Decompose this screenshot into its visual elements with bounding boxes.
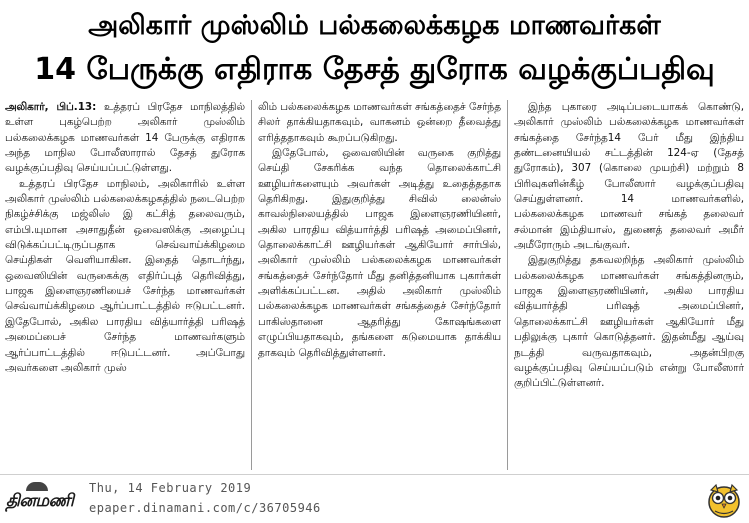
logo-crest-icon (26, 482, 48, 491)
column-divider (251, 100, 252, 470)
epaper-link[interactable]: epaper.dinamani.com/c/36705946 (89, 501, 321, 515)
paragraph: இதேபோல், ஒவைஸியின் வருகை குறித்து செய்தி சேகரிக்க வந்த தொலைக்காட்சி ஊழியர்களையும் அவர்கள் அடித்து உதைத்ததாக தெரிகிறது. இதுகுறித்து சிவில் லைன்ஸ் காவல்நிலையத்தில் பாஜக இளைஞரணியினர், அகில பாரதிய வித்யார்த்தி பரிஷத் அமைப்பினர், தொலைக்காட்சி ஊழியர்கள் ஆகியோர் சார்பில், அலிகார் முஸ்லிம் பல்கலைக்கழக மாணவர்கள் சங்கத்தைச் சேர்ந்தோர் மீது தனித்தனியாக புகார்கள் அளிக்கப்பட்டன. அதில் அலிகார் முஸ்லிம் பல்கலைக்கழக மாணவர்கள் சங்கத்தைச் சேர்ந்தோர் பாகிஸ்தானை ஆதரித்து கோஷங்களை எழுப்பியதாகவும், தங்களை கடுமையாக தாக்கிய தாகவும் தெரிவித்துள்ளனர். (258, 147, 501, 359)
headline-line-2: 14 பேருக்கு எதிராக தேசத் துரோக வழக்குப்பதிவு (34, 52, 715, 87)
headline-line-1: அலிகார் முஸ்லிம் பல்கலைக்கழக மாணவர்கள் (88, 10, 661, 41)
logo-text: தினமணி (6, 491, 74, 511)
paragraph: இதுகுறித்து தகவலறிந்த அலிகார் முஸ்லிம் பல்கலைக்கழக மாணவர்கள் சங்கத்தினரும், பாஜக இளைஞரணியினர், அகில பாரதிய வித்யார்த்தி பரிஷத் அமைப்பினர், தொலைக்காட்சி ஊழியர்கள் ஆகியோர் மீது பதிலுக்கு புகார் கொடுத்தனர். இதன்மீது ஆய்வு நடத்தி வருவதாகவும், அதன்பிறகு வழக்குப்பதிவு செய்யப்படும் என்று போலீஸார் குறிப்பிட்டுள்ளனர். (514, 254, 744, 390)
paragraph: இந்த புகாரை அடிப்படையாகக் கொண்டு, அலிகார் முஸ்லிம் பல்கலைக்கழக மாணவர்கள் சங்கத்தை சேர்ந்த14 பேர் மீது இந்திய தண்டனையியல் சட்டத்தின் 124-ஏ (தேசத் துரோகம்), 307 (கொலை முயற்சி) மற்றும் 8 பிரிவுகளின்கீழ் போலீஸார் வழக்குப்பதிவு செய்துள்ளனர். 14 மாணவர்களில், பல்கலைக்கழக மாணவர் சங்கத் தலைவர் சல்மான் இம்தியாஸ், துணைத் தலைவர் அமீர் அமீரோரும் அடங்குவர். (514, 101, 744, 252)
article-column-1 (5, 100, 245, 470)
paragraph: லிம் பல்கலைக்கழக மாணவர்கள் சங்கத்தைச் சேர்ந்த சிலர் தாக்கியதாகவும், வாகனம் ஒன்றை தீவைத்து எரித்ததாகவும் கூறப்படுகிறது. (258, 101, 501, 144)
dateline: அலிகார், பிப்.13: (5, 101, 97, 113)
paragraph: உத்தரப் பிரதேச மாநிலம், அலிகாரில் உள்ள அலிகார் முஸ்லிம் பல்கலைக்கழகத்தில் நடைபெற்ற நிகழ்ச்சிக்கு மஜ்லிஸ் இ கட்சித் தலைவரும், எம்பி.யுமான அசாதுதீன் ஒவைஸிக்கு அழைப்பு விடுக்கப்பட்டிருப்பதாக செவ்வாய்க்கிழமை செய்திகள் வெளியாகின. இதைத் தொடர்ந்து, ஒவைஸியின் வருகைக்கு எதிர்ப்புத் தெரிவித்து, பாஜக இளைஞரணியைச் சேர்ந்த மாணவர்கள் செவ்வாய்க்கிழமை ஆர்ப்பாட்டத்தில் ஈடுபட்டனர். இதேபோல், அகில பாரதிய வித்யார்த்தி பரிஷத் அமைப்பைச் சேர்ந்த மாணவர்களும் ஆர்ப்பாட்டத்தில் ஈடுபட்டனர். அப்போது அவர்களை அலிகார் முஸ் (5, 177, 245, 374)
edition-date: Thu, 14 February 2019 (89, 481, 252, 495)
dinamani-logo[interactable] (6, 483, 78, 517)
column-divider (507, 100, 508, 470)
article-column-2 (258, 100, 501, 470)
paragraph (5, 100, 245, 177)
paragraph-text: உத்தரப் பிரதேச மாநிலத்தில் உள்ள புகழ்பெற்ற அலிகார் முஸ்லிம் பல்கலைக்கழக மாணவர்கள் 14 பேருக்கு எதிராக அந்த மாநில போலீஸாரால் தேசத் துரோக வழக்குப்பதிவு செய்யப்பட்டுள்ளது. (5, 101, 245, 175)
article-column-3 (514, 100, 744, 470)
epaper-footer (0, 474, 749, 523)
owl-icon[interactable] (705, 481, 743, 519)
